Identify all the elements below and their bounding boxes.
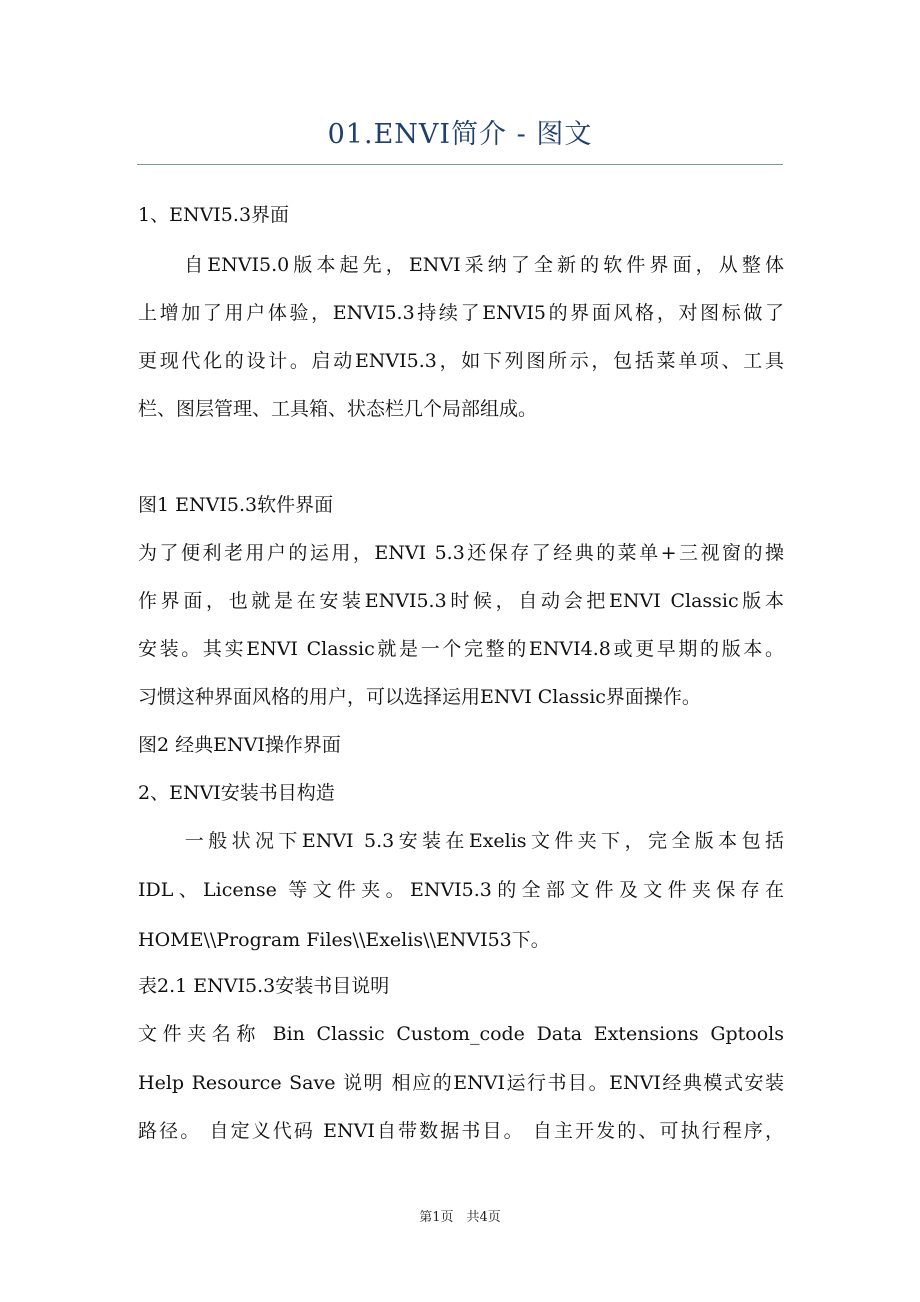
body-line: 栏、图层管理、工具箱、状态栏几个局部组成。 bbox=[138, 398, 538, 420]
body-line: 作界面，也就是在安装ENVI5.3时候，自动会把ENVI Classic版本 bbox=[138, 590, 784, 612]
body-line: 安装。其实ENVI Classic就是一个完整的ENVI4.8或更早期的版本。 bbox=[138, 638, 784, 660]
title-underline bbox=[137, 164, 783, 165]
body-line: 更现代化的设计。启动ENVI5.3，如下列图所示，包括菜单项、工具 bbox=[138, 350, 784, 372]
figure-caption-2: 图2 经典ENVI操作界面 bbox=[138, 734, 341, 756]
document-title: 01.ENVI简介 - 图文 bbox=[327, 119, 593, 150]
body-line: 为了便利老用户的运用，ENVI 5.3还保存了经典的菜单+三视窗的操 bbox=[138, 542, 784, 564]
figure-caption-1: 图1 ENVI5.3软件界面 bbox=[138, 494, 334, 516]
page-footer: 第1页 共4页 bbox=[419, 1210, 501, 1225]
table-caption: 表2.1 ENVI5.3安装书目说明 bbox=[138, 975, 390, 997]
body-line: 路径。 自定义代码 ENVI自带数据书目。 自主开发的、可执行程序， bbox=[138, 1120, 784, 1142]
body-line: 自ENVI5.0版本起先，ENVI采纳了全新的软件界面，从整体 bbox=[138, 254, 784, 276]
body-line: 文件夹名称 Bin Classic Custom_code Data Extensions Gptools bbox=[138, 1023, 784, 1045]
body-line: 一般状况下ENVI 5.3安装在Exelis文件夹下，完全版本包括 bbox=[138, 830, 784, 852]
section-heading-1: 1、ENVI5.3界面 bbox=[138, 204, 290, 226]
body-line: 习惯这种界面风格的用户，可以选择运用ENVI Classic界面操作。 bbox=[138, 686, 701, 708]
body-line: IDL、License 等文件夹。ENVI5.3的全部文件及文件夹保存在 bbox=[138, 879, 784, 901]
section-heading-2: 2、ENVI安装书目构造 bbox=[138, 782, 335, 804]
body-line: Help Resource Save 说明 相应的ENVI运行书目。ENVI经典模式安装 bbox=[138, 1072, 784, 1094]
body-line: 上增加了用户体验，ENVI5.3持续了ENVI5的界面风格，对图标做了 bbox=[138, 302, 784, 324]
body-line: HOME\\Program Files\\Exelis\\ENVI53下。 bbox=[138, 929, 550, 951]
